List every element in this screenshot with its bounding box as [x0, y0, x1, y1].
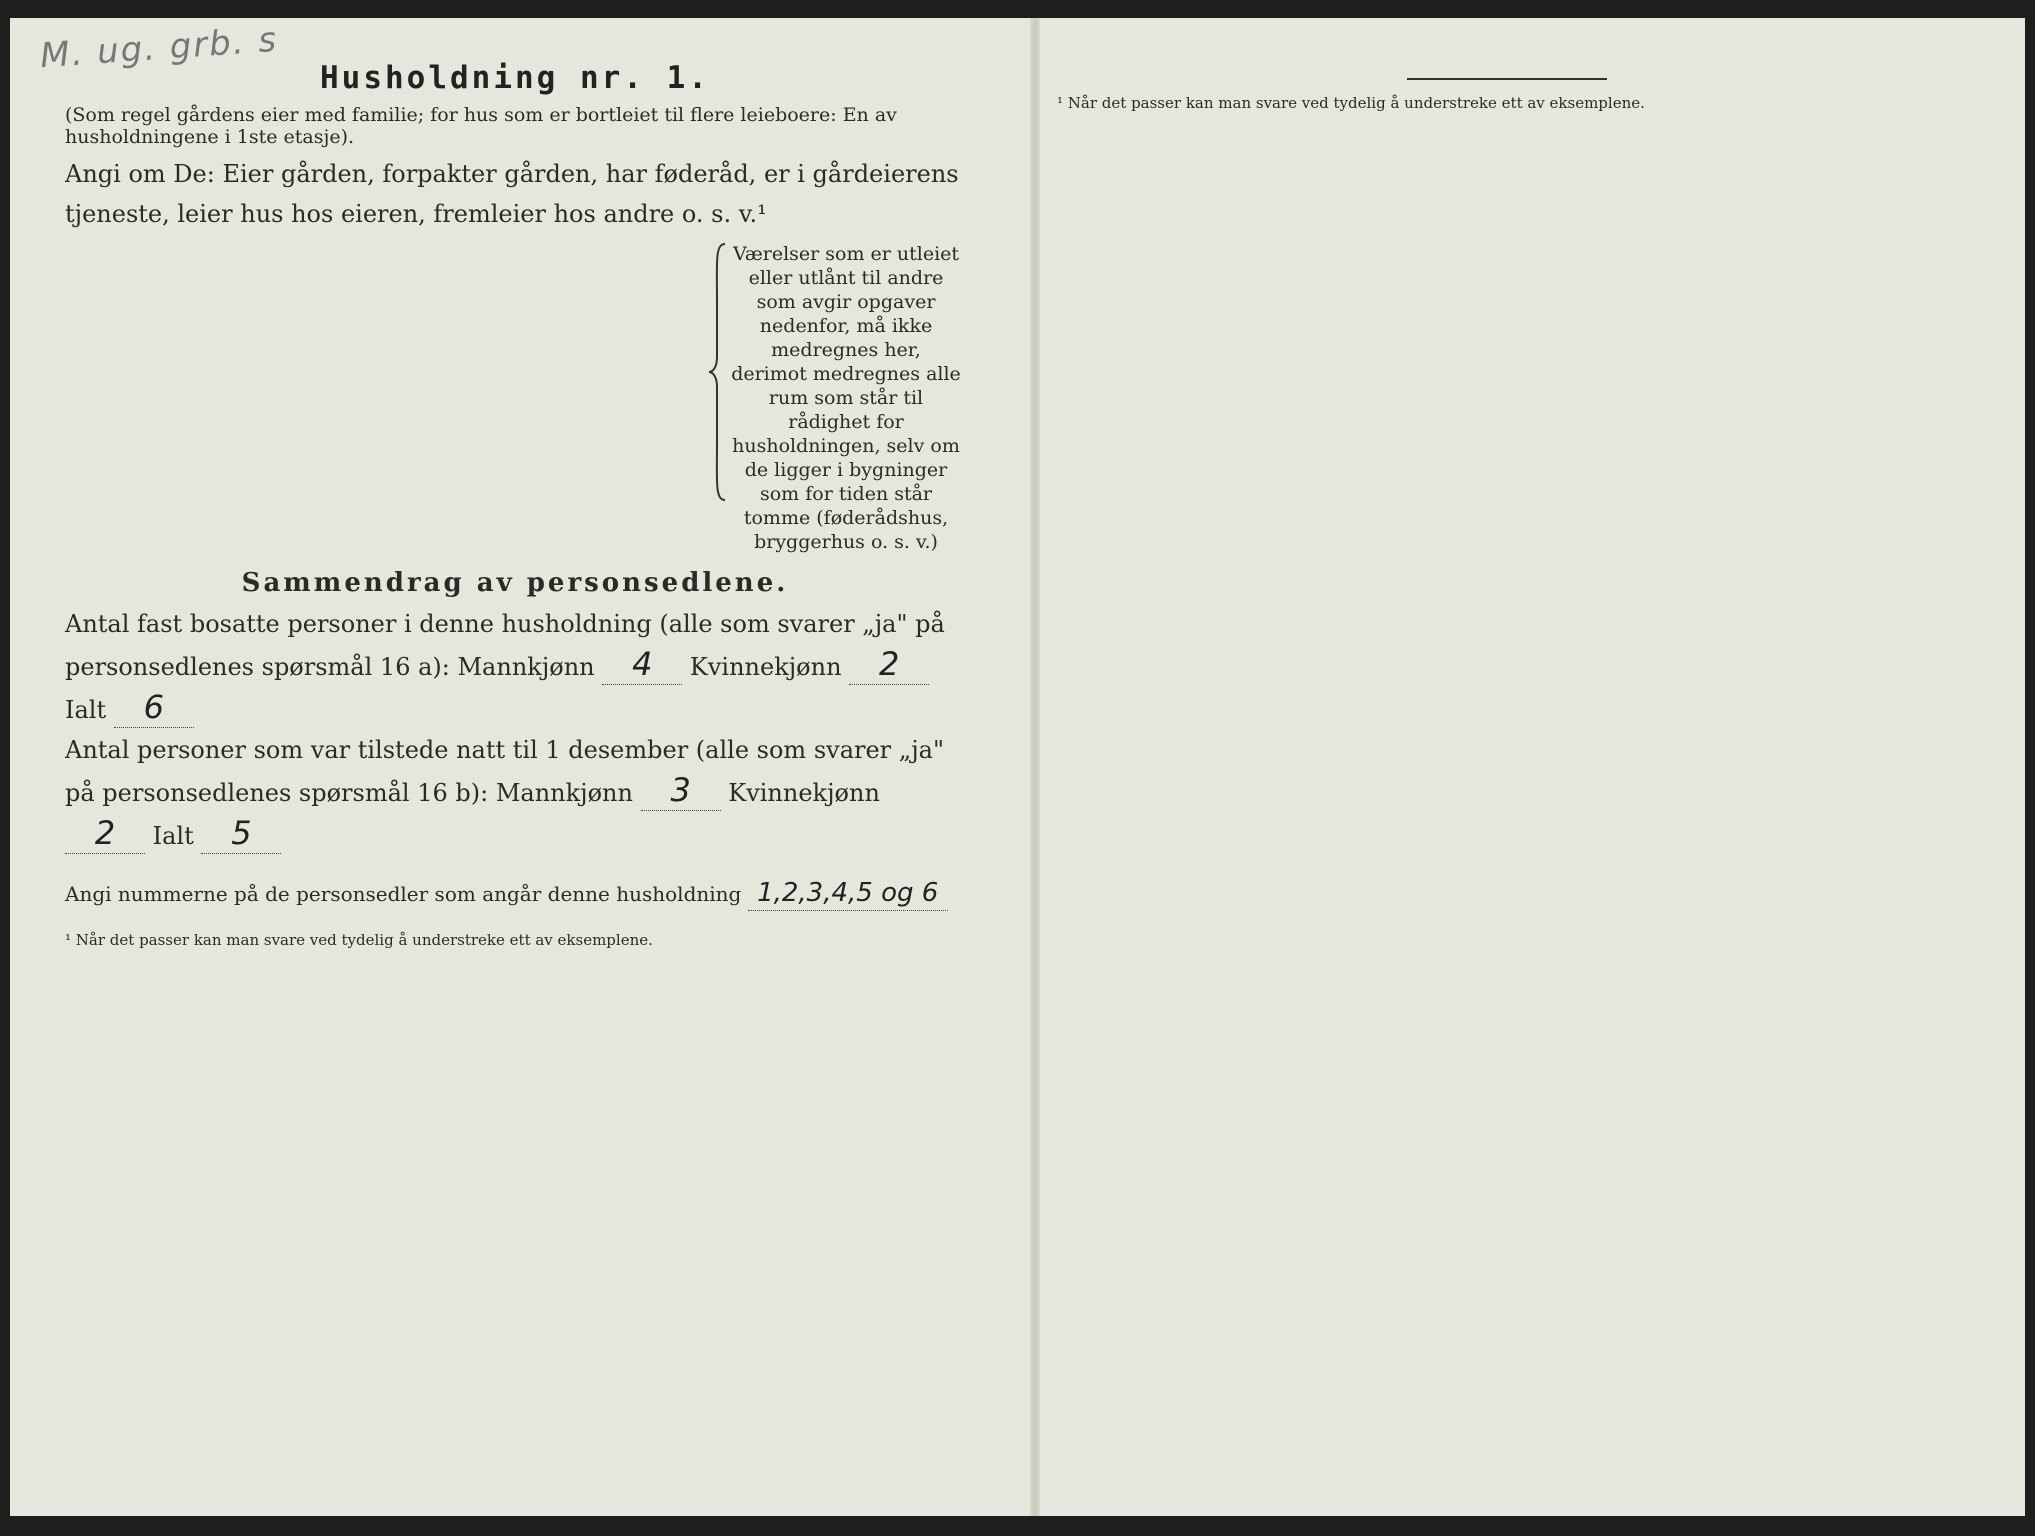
- household-1: [65, 60, 965, 911]
- tilstede-kvinne-field[interactable]: 2: [65, 813, 145, 854]
- margin-handwriting: M. ug. grb. s: [38, 19, 280, 77]
- ialt-label: Ialt: [65, 696, 107, 724]
- section-divider: [1407, 78, 1607, 80]
- brace-icon: [705, 242, 731, 554]
- summary-heading: Sammendrag av personsedlene.: [241, 568, 789, 598]
- rooms-side-note: Værelser som er utleiet eller utlånt til andre som avgir opgaver nedenfor, må ikke medregnes her, derimot medregnes alle rum som står til rådighet for husholdningen, selv om de ligger i bygninger som for tiden står tomme (føderådshus, bryggerhus o. s. v.): [731, 243, 961, 553]
- tilstede-ialt-field[interactable]: 5: [201, 813, 281, 854]
- page-fold: [1030, 18, 1040, 1516]
- footnote-left: ¹ Når det passer kan man svare ved tydelig å understreke ett av eksemplene.: [65, 931, 653, 949]
- rooms-block: [65, 242, 965, 554]
- rooms-list: [65, 242, 705, 554]
- fast-ialt-field[interactable]: 6: [114, 687, 194, 728]
- household-title: Husholdning nr. 1.: [320, 60, 710, 96]
- tilstede-mann-field[interactable]: 3: [641, 770, 721, 811]
- right-column: [1057, 60, 1957, 112]
- tilstede-text: Antal personer som var tilstede natt til 1 desember (alle som svarer „ja" på personsedlenes spørsmål 16 b): Mannkjønn: [65, 736, 944, 807]
- footnote-right: ¹ Når det passer kan man svare ved tydelig å understreke ett av eksemplene.: [1057, 94, 1645, 112]
- household-type-question[interactable]: Angi om De: Eier gården, forpakter gården, har føderåd, er i gårdeierens tjeneste, leier hus hos eieren, fremleier hos andre o. s. v.¹: [65, 160, 959, 228]
- kvinne-label: Kvinnekjønn: [689, 653, 842, 681]
- left-column: [65, 60, 965, 949]
- nummer-line: [65, 876, 965, 911]
- fast-bosatte-line: [65, 604, 965, 730]
- fast-mann-field[interactable]: 4: [602, 644, 682, 685]
- fast-bosatte-text: Antal fast bosatte personer i denne husholdning (alle som svarer „ja" på personsedlenes spørsmål 16 a): Mannkjønn: [65, 610, 945, 681]
- nummer-field[interactable]: 1,2,3,4,5 og 6: [748, 876, 948, 911]
- kvinne-label: Kvinnekjønn: [728, 779, 880, 807]
- ialt-label: Ialt: [152, 822, 194, 850]
- nummer-text: Angi nummerne på de personsedler som angår denne husholdning: [65, 882, 742, 906]
- tilstede-line: [65, 730, 965, 856]
- household-note: (Som regel gårdens eier med familie; for hus som er bortleiet til flere leieboere: En av husholdningene i 1ste etasje).: [65, 104, 897, 148]
- fast-kvinne-field[interactable]: 2: [849, 644, 929, 685]
